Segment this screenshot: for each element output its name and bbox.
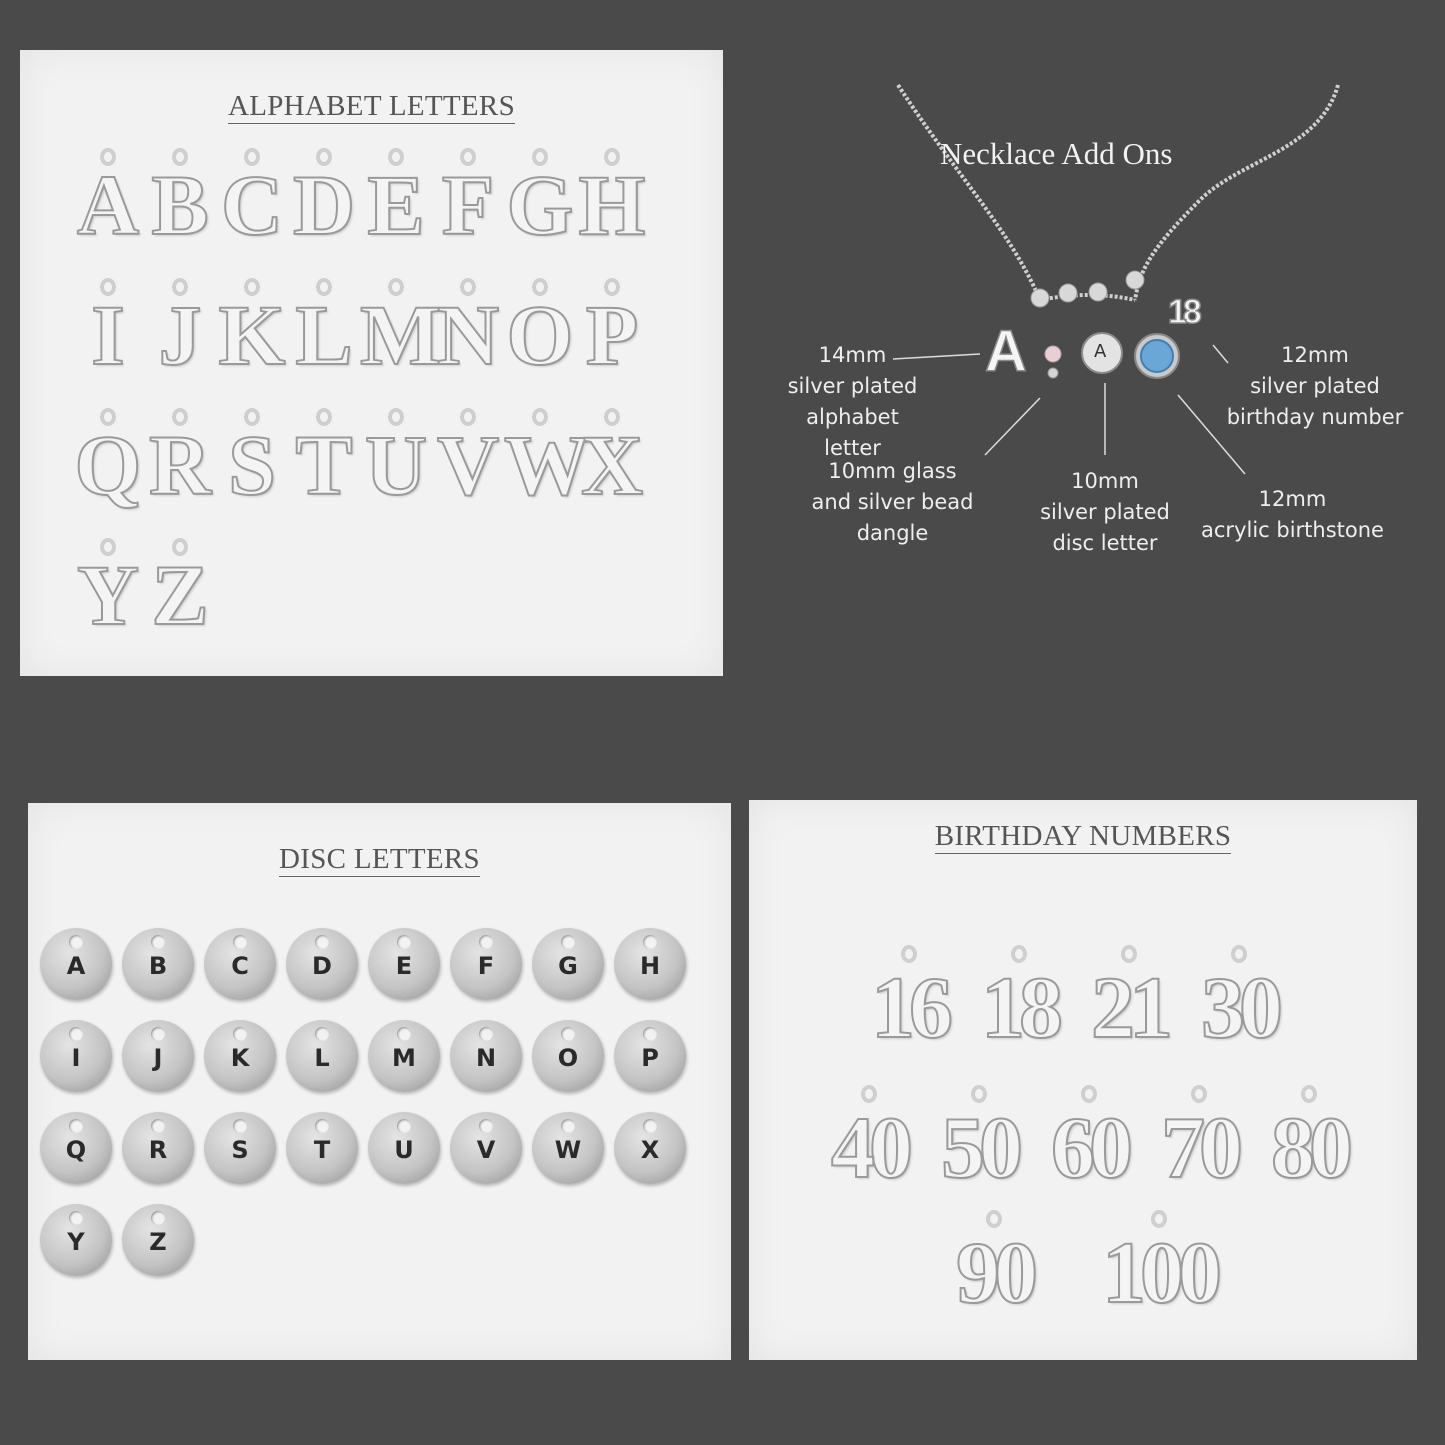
birthday-number-charm-70: [1149, 1085, 1249, 1195]
disc-charm-letter: O: [557, 1044, 579, 1072]
disc-charm-w: [532, 1112, 604, 1184]
necklace-number-charm: 18: [1168, 293, 1198, 331]
birthday-number-glyph: 50: [941, 1100, 1017, 1197]
alphabet-charm-glyph: V: [436, 417, 500, 513]
disc-charm-letter: C: [231, 952, 249, 980]
alphabet-charm-glyph: M: [360, 287, 442, 383]
alphabet-charm-glyph: J: [158, 287, 202, 383]
disc-charm-letter: K: [230, 1044, 250, 1072]
alphabet-charm-glyph: I: [91, 287, 125, 383]
disc-charm-letter: U: [394, 1136, 414, 1164]
birthday-number-glyph: 18: [981, 960, 1057, 1057]
disc-hole: [315, 1027, 329, 1041]
disc-charm-letter: M: [392, 1044, 416, 1072]
disc-charm-m: [368, 1020, 440, 1092]
disc-hole: [151, 935, 165, 949]
disc-charm-letter: J: [153, 1044, 163, 1072]
disc-charm-q: [40, 1112, 112, 1184]
birthday-number-glyph: 100: [1102, 1225, 1216, 1322]
birthday-numbers-panel: [749, 800, 1417, 1360]
alphabet-charm-glyph: W: [504, 417, 590, 513]
disc-charm-letter: L: [314, 1044, 330, 1072]
birthday-number-glyph: 30: [1201, 960, 1277, 1057]
alphabet-charm-glyph: T: [295, 417, 353, 513]
disc-hole: [69, 1211, 83, 1225]
alphabet-charm-glyph: Y: [76, 547, 140, 643]
disc-charm-letter: I: [71, 1044, 81, 1072]
disc-hole: [561, 935, 575, 949]
disc-letters-panel: [28, 803, 731, 1360]
disc-charm-n: [450, 1020, 522, 1092]
alphabet-charm-glyph: U: [364, 417, 428, 513]
disc-hole: [643, 1027, 657, 1041]
disc-hole: [69, 1119, 83, 1133]
birthday-number-charm-30: [1189, 945, 1289, 1055]
disc-hole: [69, 1027, 83, 1041]
disc-charm-letter: S: [231, 1136, 249, 1164]
disc-charm-a: [40, 928, 112, 1000]
disc-charm-letter: V: [476, 1136, 496, 1164]
disc-hole: [233, 1119, 247, 1133]
disc-hole: [561, 1119, 575, 1133]
disc-charm-z: [122, 1204, 194, 1276]
disc-hole: [397, 1027, 411, 1041]
necklace-disc-letter: A: [1094, 341, 1107, 362]
birthday-number-charm-60: [1039, 1085, 1139, 1195]
label-birthstone: 12mm acrylic birthstone: [1201, 487, 1384, 542]
label-birthday-number: 12mm silver plated birthday number: [1226, 343, 1404, 429]
label-disc-letter: 10mm silver plated disc letter: [1040, 469, 1170, 555]
alphabet-charm-glyph: B: [151, 157, 209, 253]
disc-charm-letter: N: [475, 1044, 497, 1072]
disc-charm-e: [368, 928, 440, 1000]
disc-charm-f: [450, 928, 522, 1000]
birthday-number-charm-80: [1259, 1085, 1359, 1195]
disc-charm-letter: Z: [149, 1228, 167, 1256]
disc-charm-letter: Q: [65, 1136, 87, 1164]
birthday-number-charm-90: [944, 1210, 1044, 1320]
disc-letters-title: DISC LETTERS: [279, 843, 480, 875]
alphabet-charm-glyph: Q: [74, 417, 142, 513]
disc-charm-letter: F: [477, 952, 495, 980]
alphabet-charm-glyph: L: [295, 287, 353, 383]
disc-charm-y: [40, 1204, 112, 1276]
disc-charm-g: [532, 928, 604, 1000]
disc-hole: [397, 1119, 411, 1133]
disc-charm-c: [204, 928, 276, 1000]
birthday-number-charm-21: [1079, 945, 1179, 1055]
alphabet-charm-glyph: E: [367, 157, 425, 253]
disc-charm-o: [532, 1020, 604, 1092]
disc-charm-letter: W: [554, 1136, 582, 1164]
birthday-numbers-title: BIRTHDAY NUMBERS: [934, 820, 1232, 852]
alphabet-charm-glyph: Z: [151, 547, 209, 643]
alphabet-charm-glyph: P: [585, 287, 639, 383]
birthday-number-glyph: 70: [1161, 1100, 1237, 1197]
alphabet-charm-glyph: F: [441, 157, 495, 253]
disc-charm-v: [450, 1112, 522, 1184]
disc-hole: [151, 1119, 165, 1133]
disc-hole: [315, 1119, 329, 1133]
birthday-number-charm-16: [859, 945, 959, 1055]
disc-hole: [151, 1027, 165, 1041]
alphabet-charm-glyph: A: [76, 157, 140, 253]
disc-hole: [561, 1027, 575, 1041]
alphabet-charm-glyph: H: [578, 157, 646, 253]
disc-hole: [479, 1027, 493, 1041]
label-alphabet-letter: 14mm silver plated alphabet letter: [787, 343, 918, 460]
alphabet-letters-title: ALPHABET LETTERS: [227, 90, 515, 122]
alphabet-charm-glyph: R: [148, 417, 212, 513]
alphabet-charm-glyph: G: [506, 157, 574, 253]
disc-hole: [479, 935, 493, 949]
birthday-number-glyph: 21: [1091, 960, 1167, 1057]
disc-charm-d: [286, 928, 358, 1000]
alphabet-charm-glyph: O: [506, 287, 574, 383]
disc-charm-r: [122, 1112, 194, 1184]
disc-hole: [233, 935, 247, 949]
disc-charm-u: [368, 1112, 440, 1184]
label-bead-dangle: 10mm glass and silver bead dangle: [811, 459, 974, 545]
disc-charm-letter: R: [148, 1136, 168, 1164]
birthday-number-glyph: 40: [831, 1100, 907, 1197]
alphabet-charm-glyph: N: [436, 287, 500, 383]
disc-charm-t: [286, 1112, 358, 1184]
disc-hole: [643, 935, 657, 949]
disc-charm-letter: T: [313, 1136, 331, 1164]
birthday-number-glyph: 90: [956, 1225, 1032, 1322]
birthday-number-charm-18: [969, 945, 1069, 1055]
disc-charm-h: [614, 928, 686, 1000]
alphabet-charm-glyph: X: [580, 417, 644, 513]
disc-charm-letter: A: [66, 952, 86, 980]
disc-hole: [151, 1211, 165, 1225]
necklace-alphabet-charm: A: [985, 319, 1027, 384]
disc-charm-i: [40, 1020, 112, 1092]
disc-charm-letter: B: [148, 952, 168, 980]
necklace-add-ons-title: Necklace Add Ons: [940, 136, 1173, 171]
disc-charm-j: [122, 1020, 194, 1092]
disc-charm-letter: P: [641, 1044, 659, 1072]
birthday-number-glyph: 80: [1271, 1100, 1347, 1197]
disc-charm-letter: Y: [67, 1228, 85, 1256]
birthday-number-charm-50: [929, 1085, 1029, 1195]
disc-hole: [643, 1119, 657, 1133]
birthday-number-glyph: 60: [1051, 1100, 1127, 1197]
disc-charm-p: [614, 1020, 686, 1092]
alphabet-charm-glyph: K: [218, 287, 286, 383]
disc-hole: [397, 935, 411, 949]
disc-charm-k: [204, 1020, 276, 1092]
alphabet-charm-glyph: S: [228, 417, 276, 513]
alphabet-charm-glyph: C: [220, 157, 284, 253]
disc-charm-letter: X: [640, 1136, 660, 1164]
alphabet-charm-glyph: D: [292, 157, 356, 253]
birthday-number-charm-100: [1094, 1210, 1224, 1320]
disc-hole: [315, 935, 329, 949]
disc-charm-s: [204, 1112, 276, 1184]
birthday-number-charm-40: [819, 1085, 919, 1195]
disc-hole: [69, 935, 83, 949]
disc-charm-l: [286, 1020, 358, 1092]
disc-hole: [233, 1027, 247, 1041]
disc-charm-letter: G: [558, 952, 578, 980]
disc-charm-letter: D: [312, 952, 332, 980]
disc-hole: [479, 1119, 493, 1133]
disc-charm-letter: H: [639, 952, 661, 980]
disc-charm-letter: E: [395, 952, 413, 980]
birthday-number-glyph: 16: [871, 960, 947, 1057]
disc-charm-b: [122, 928, 194, 1000]
disc-charm-x: [614, 1112, 686, 1184]
